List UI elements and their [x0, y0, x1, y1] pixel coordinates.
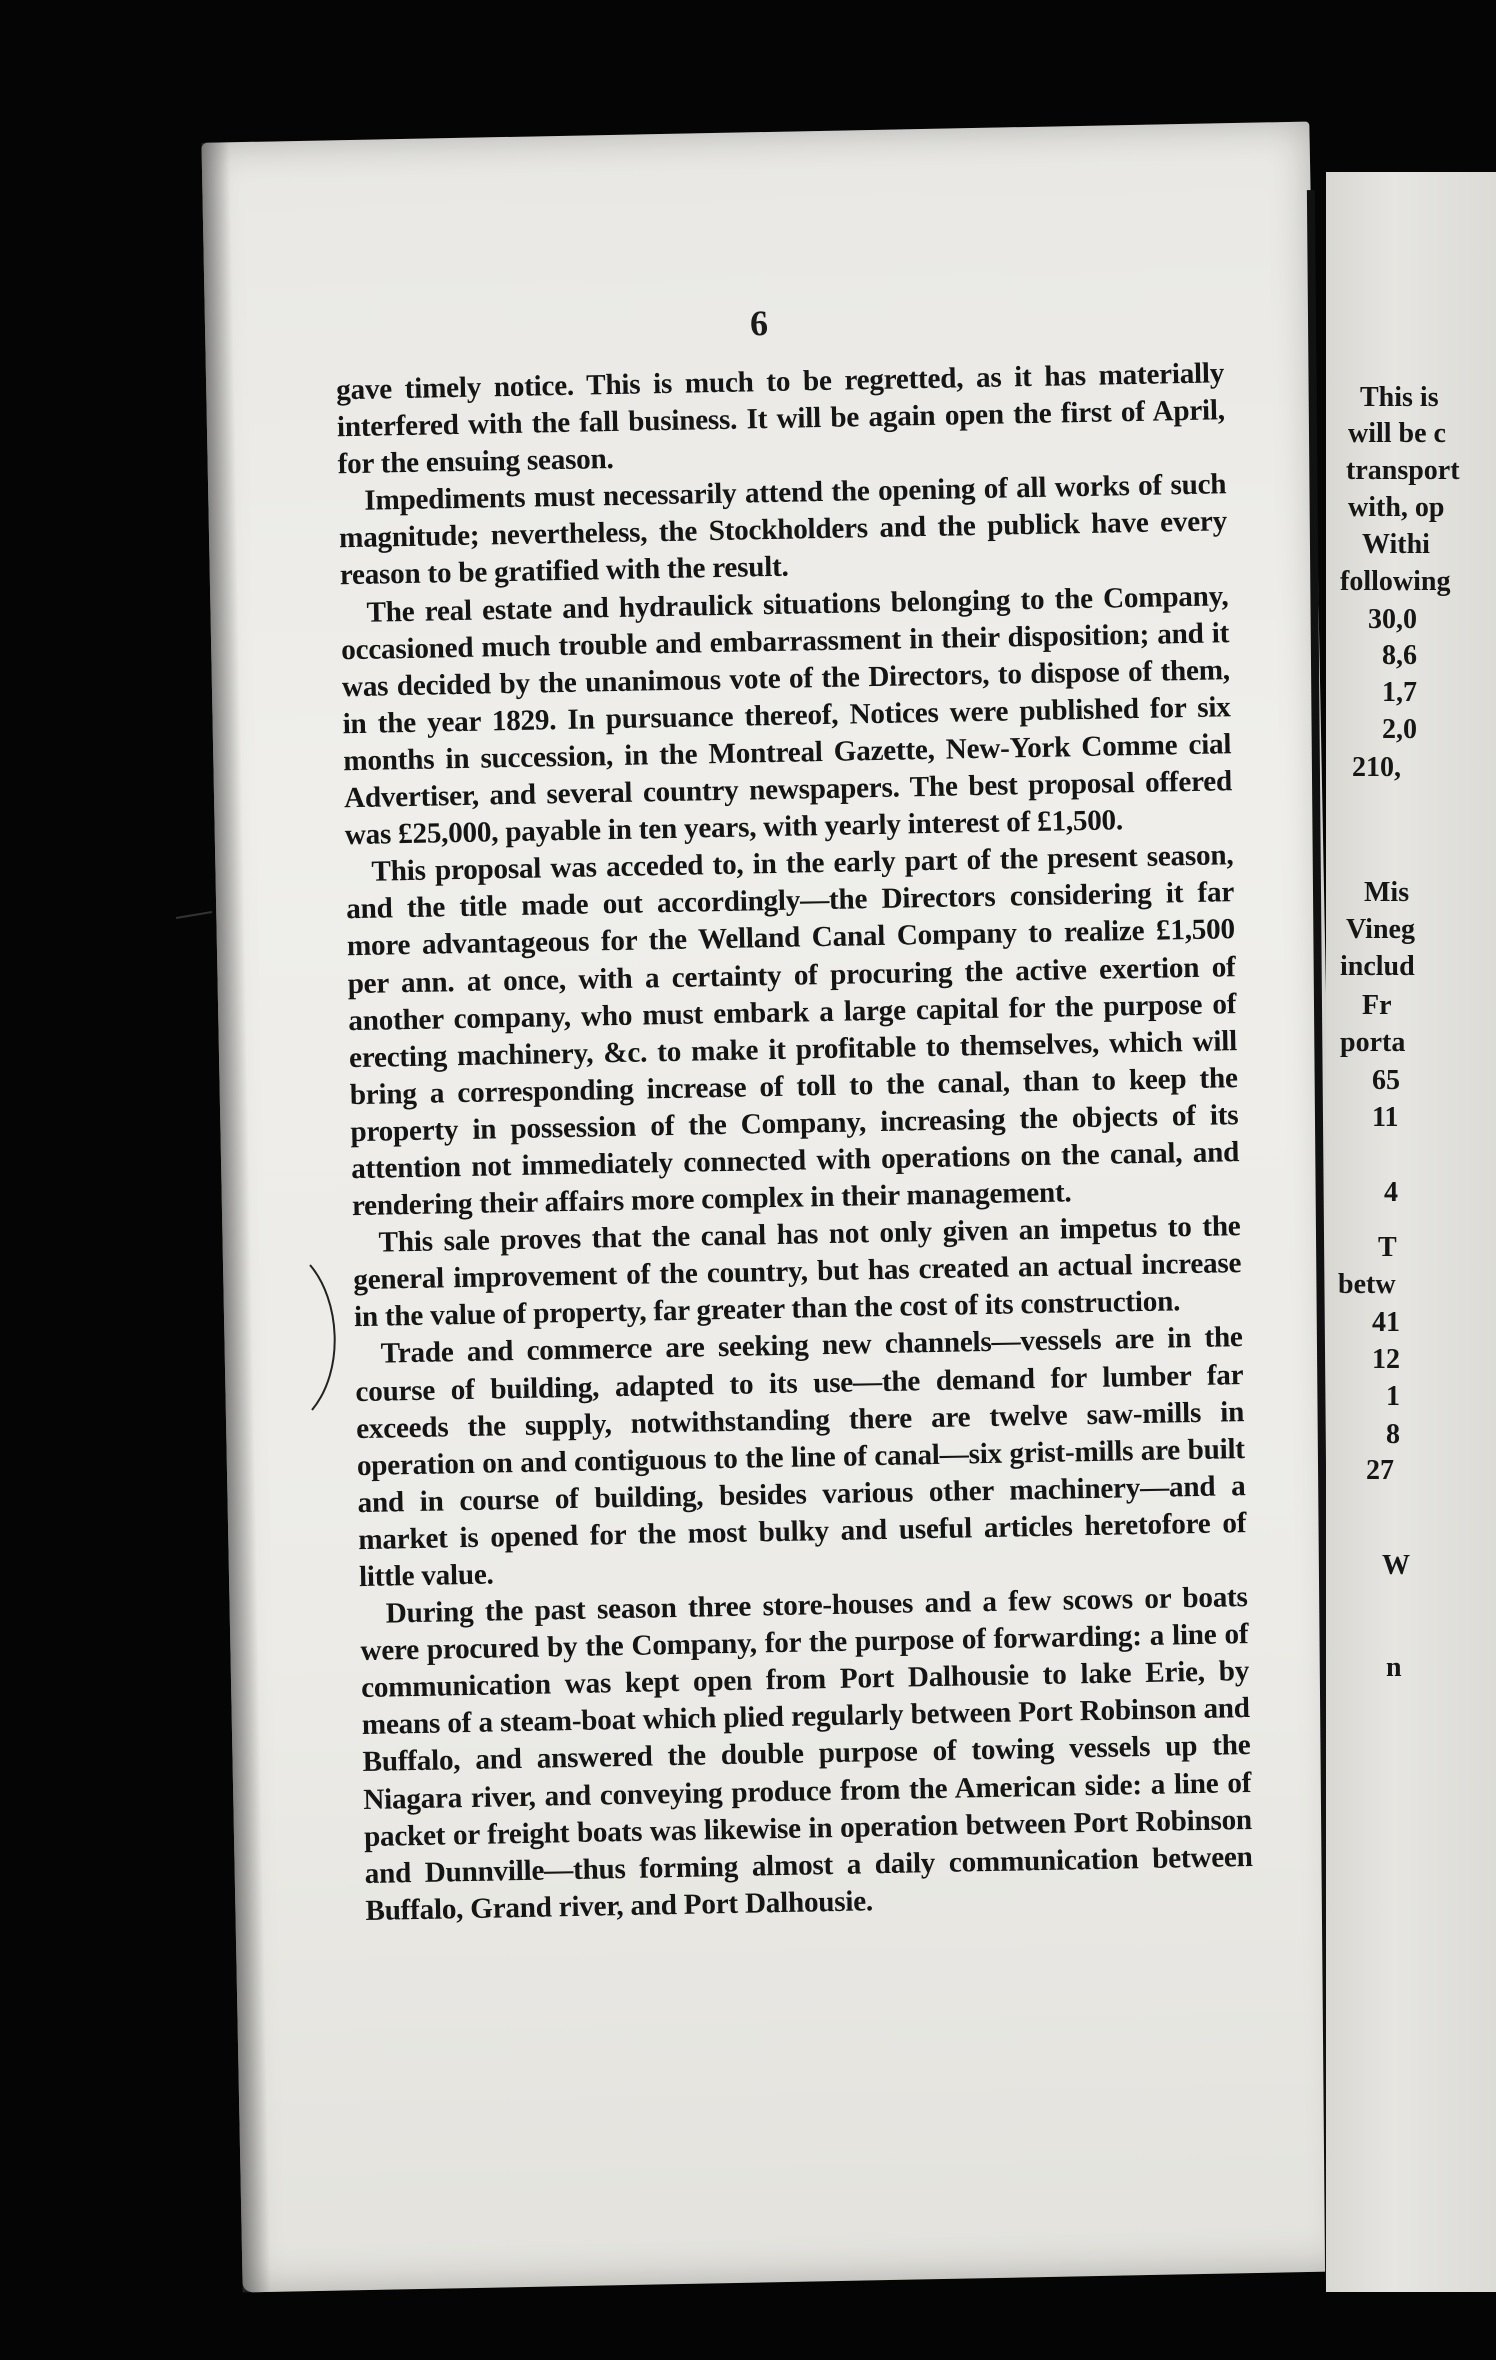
adjacent-fragment: 1,7	[1382, 677, 1417, 708]
adjacent-fragment: 30,0	[1368, 604, 1417, 635]
paragraph-1: gave timely notice. This is much to be regretted, as it has materially interfered with the fall business. It will be again open the first of April, for the ensuing season.	[335, 357, 1226, 481]
adjacent-fragment: includ	[1340, 951, 1415, 982]
paragraph-6: Trade and commerce are seeking new channels—vessels are in the course of building, adapted to its use—the demand for lumber far exceeds the supply, notwithstanding there are twelve saw-mills in operation on and contiguous to the line of canal—six grist-mills are built and in course of building, besides various other machinery—and a market is opened for the most bulky and useful articles heretofore of little value.	[355, 1321, 1247, 1594]
adjacent-fragment: Vineg	[1346, 914, 1415, 945]
adjacent-fragment: with, op	[1348, 492, 1445, 523]
adjacent-fragment: 2,0	[1382, 714, 1417, 745]
adjacent-fragment: Fr	[1362, 990, 1392, 1021]
adjacent-fragment: transport	[1346, 455, 1460, 486]
margin-pencil-mark	[300, 1260, 360, 1420]
adjacent-fragment: following	[1340, 566, 1451, 597]
adjacent-fragment: n	[1386, 1652, 1402, 1683]
paragraph-3: The real estate and hydraulick situations belonging to the Company, occasioned much trouble and embarrassment in their disposition; and it was decided by the unanimous vote of the Directors, to dispose of them, in the year 1829. In pursuance thereof, Notices were published for six months in succession, in the Montreal Gazette, New-York Comme cial Advertiser, and several country newspapers. The best proposal offered was £25,000, payable in ten years, with yearly interest of £1,500.	[340, 579, 1233, 852]
paragraph-5: This sale proves that the canal has not only given an impetus to the general improvement of the country, but has created an actual increase in the value of property, far greater than the cost of its construction.	[353, 1210, 1242, 1334]
adjacent-fragment: 12	[1372, 1344, 1400, 1375]
adjacent-fragment: Mis	[1364, 877, 1410, 908]
adjacent-fragment: 41	[1372, 1307, 1400, 1338]
adjacent-fragment: 65	[1372, 1065, 1400, 1096]
adjacent-fragment: 8	[1386, 1419, 1400, 1450]
adjacent-fragment: W	[1382, 1550, 1410, 1581]
adjacent-fragment: 210,	[1352, 752, 1401, 783]
adjacent-fragment: 11	[1372, 1102, 1399, 1133]
paragraph-7: During the past season three store-houses and a few scows or boats were procured by the Company, for the purpose of forwarding: a line of communication was kept open from Port Dalhousie to lake Erie, by means of a steam-boat which plied regularly between Port Robinson and Buffalo, and answered the double purpose of towing vessels up the Niagara river, and conveying produce from the American side: a line of packet or freight boats was likewise in operation between Port Robinson and Dunnville—thus forming almost a daily communication between Buffalo, Grand river, and Port Dalhousie.	[360, 1581, 1253, 1927]
adjacent-fragment: will be c	[1348, 418, 1446, 449]
adjacent-fragment: Withi	[1362, 529, 1430, 560]
adjacent-fragment: 4	[1384, 1177, 1398, 1208]
adjacent-page	[1326, 172, 1496, 2292]
adjacent-fragment: betw	[1338, 1269, 1396, 1300]
paragraph-4: This proposal was acceded to, in the early part of the present season, and the title made out accordingly—the Directors considering it far more advantageous for the Welland Canal Company to realize £1,500 per ann. at once, with a certainty of procuring the active exertion of another company, who must embark a large capital for the purpose of erecting machinery, &c. to make it profitable to themselves, which will bring a corresponding increase of toll to the canal, than to keep the property in possession of the Company, increasing the objects of its attention not immediately connected with operations on the canal, and rendering their affairs more complex in their management.	[345, 839, 1240, 1223]
main-page	[201, 122, 1350, 2293]
page-number: 6	[749, 302, 769, 344]
adjacent-fragment: This is	[1360, 382, 1439, 413]
adjacent-fragment: T	[1378, 1232, 1397, 1263]
paragraph-2: Impediments must necessarily attend the opening of all works of such magnitude; nevertheless, the Stockholders and the publick have every reason to be gratified with the result.	[338, 468, 1228, 592]
adjacent-fragment: 8,6	[1382, 640, 1417, 671]
adjacent-fragment: porta	[1340, 1027, 1406, 1058]
margin-tick-mark	[172, 900, 222, 930]
adjacent-fragment: 27	[1366, 1455, 1394, 1486]
adjacent-fragment: 1	[1386, 1381, 1400, 1412]
page-body	[336, 355, 1254, 1930]
